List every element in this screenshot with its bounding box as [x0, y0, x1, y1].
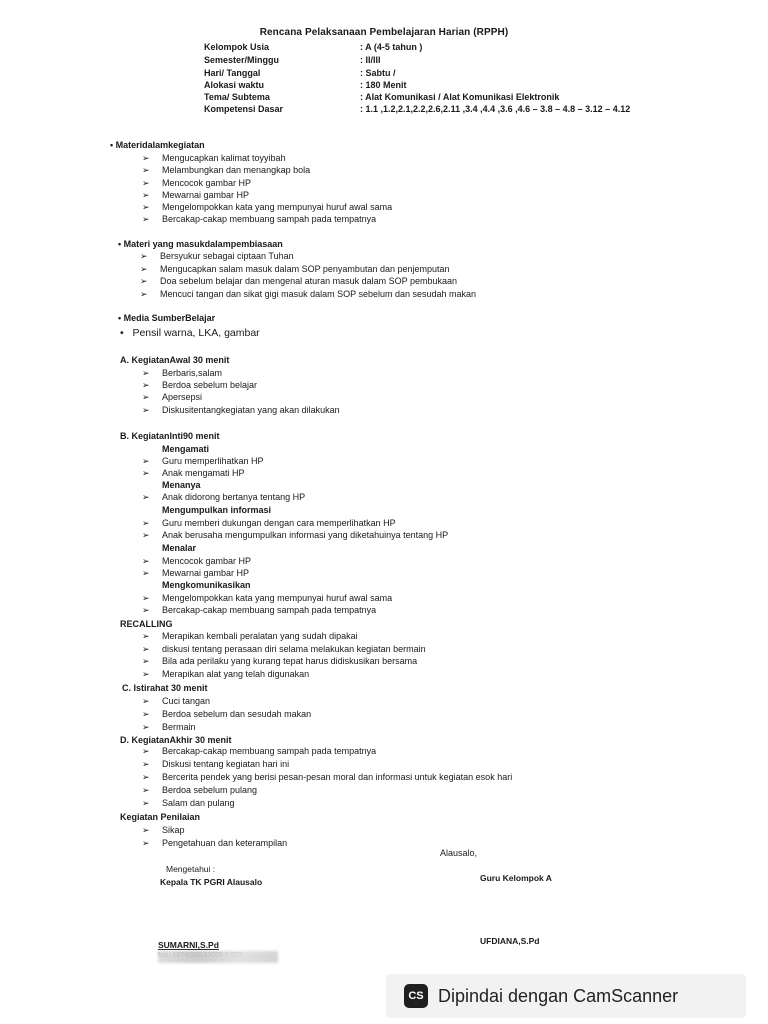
kepala-title: Kepala TK PGRI Alausalo [160, 877, 263, 887]
arrow-bullet-icon: ➢ [142, 696, 150, 706]
list-item: • Pensil warna, LKA, gambar [120, 327, 260, 339]
list-item: ➢ Berdoa sebelum pulang [142, 785, 258, 795]
list-item: ➢ Bermain [142, 722, 196, 732]
document-title: Rencana Pelaksanaan Pembelajaran Harian (RPPH) [259, 27, 509, 38]
list-item: ➢ Merapikan kembali peralatan yang sudah dipakai [142, 631, 358, 641]
meta-value: : II/III [360, 55, 381, 65]
list-item: ➢ Guru memperlihatkan HP [142, 456, 264, 466]
subheading-menanya: Menanya [162, 480, 201, 490]
arrow-bullet-icon: ➢ [142, 530, 150, 540]
arrow-bullet-icon: ➢ [140, 264, 148, 274]
list-item: ➢ Diskusi tentang kegiatan hari ini [142, 759, 290, 769]
arrow-bullet-icon: ➢ [142, 456, 150, 466]
arrow-bullet-icon: ➢ [142, 746, 150, 756]
arrow-bullet-icon: ➢ [142, 178, 150, 188]
list-item: ➢ Mencocok gambar HP [142, 178, 252, 188]
meta-key: Kelompok Usia [204, 42, 270, 52]
arrow-bullet-icon: ➢ [142, 568, 150, 578]
arrow-bullet-icon: ➢ [142, 722, 150, 732]
section-heading-kegiatan-akhir: D. KegiatanAkhir 30 menit [120, 735, 232, 745]
arrow-bullet-icon: ➢ [140, 276, 148, 286]
arrow-bullet-icon: ➢ [142, 825, 150, 835]
list-item: ➢ Berdoa sebelum dan sesudah makan [142, 709, 312, 719]
list-item: ➢ Mewarnai gambar HP [142, 568, 250, 578]
arrow-bullet-icon: ➢ [142, 380, 150, 390]
camscanner-text: Dipindai dengan CamScanner [438, 986, 679, 1006]
list-item: ➢ Mewarnai gambar HP [142, 190, 250, 200]
kepala-name: SUMARNI,S.Pd [158, 940, 219, 950]
arrow-bullet-icon: ➢ [142, 190, 150, 200]
arrow-bullet-icon: ➢ [142, 492, 150, 502]
list-item: ➢ Bercakap-cakap membuang sampah pada tempatnya [142, 214, 377, 224]
arrow-bullet-icon: ➢ [142, 644, 150, 654]
arrow-bullet-icon: ➢ [142, 631, 150, 641]
arrow-bullet-icon: ➢ [142, 785, 150, 795]
meta-value: : 180 Menit [360, 80, 407, 90]
subheading-mengumpulkan: Mengumpulkan informasi [162, 505, 272, 515]
arrow-bullet-icon: ➢ [142, 772, 150, 782]
list-item: ➢ Mengelompokkan kata yang mempunyai huruf awal sama [142, 593, 393, 603]
subheading-mengkomunikasikan: Mengkomunikasikan [162, 580, 251, 590]
list-item: ➢ Mengelompokkan kata yang mempunyai huruf awal sama [142, 202, 393, 212]
subheading-mengamati: Mengamati [162, 444, 210, 454]
meta-key: Tema/ Subtema [204, 92, 270, 102]
list-item: ➢ Pengetahuan dan keterampilan [142, 838, 288, 848]
list-item: ➢ Sikap [142, 825, 185, 835]
list-item: ➢ Mengucapkan kalimat toyyibah [142, 153, 286, 163]
list-item: ➢ Anak mengamati HP [142, 468, 245, 478]
mengetahui-label: Mengetahui : [166, 864, 216, 874]
arrow-bullet-icon: ➢ [142, 368, 150, 378]
meta-key: Alokasi waktu [204, 80, 265, 90]
arrow-bullet-icon: ➢ [142, 759, 150, 769]
arrow-bullet-icon: ➢ [142, 556, 150, 566]
arrow-bullet-icon: ➢ [142, 798, 150, 808]
list-item: ➢ Guru memberi dukungan dengan cara memperlihatkan HP [142, 518, 396, 528]
section-heading-materi-kegiatan: • Materidalamkegiatan [110, 140, 205, 150]
list-item: ➢ Doa sebelum belajar dan mengenal aturan masuk dalam SOP pembukaan [140, 276, 458, 286]
list-item: ➢ Bercerita pendek yang berisi pesan-pesan moral dan informasi untuk kegiatan esok hari [142, 772, 513, 782]
arrow-bullet-icon: ➢ [142, 392, 150, 402]
arrow-bullet-icon: ➢ [142, 214, 150, 224]
list-item: ➢ Bercakap-cakap membuang sampah pada tempatnya [142, 605, 377, 615]
arrow-bullet-icon: ➢ [142, 593, 150, 603]
section-heading-recalling: RECALLING [120, 619, 173, 629]
list-item: ➢ Mengucapkan salam masuk dalam SOP penyambutan dan penjemputan [140, 264, 450, 274]
list-item: ➢ diskusi tentang perasaan diri selama melakukan kegiatan bermain [142, 644, 426, 654]
section-heading-kegiatan-awal: A. KegiatanAwal 30 menit [120, 355, 230, 365]
arrow-bullet-icon: ➢ [142, 165, 150, 175]
list-item: ➢ Salam dan pulang [142, 798, 235, 808]
section-heading-media: • Media SumberBelajar [118, 313, 216, 323]
list-item: ➢ Anak didorong bertanya tentang HP [142, 492, 306, 502]
meta-value: : 1.1 ,1.2,2.1,2.2,2.6,2.11 ,3.4 ,4.4 ,3.6 ,4.6 – 3.8 – 4.8 – 3.12 – 4.12 [360, 104, 631, 114]
section-heading-penilaian: Kegiatan Penilaian [120, 812, 201, 822]
arrow-bullet-icon: ➢ [142, 656, 150, 666]
meta-value: : Alat Komunikasi / Alat Komunikasi Elektronik [360, 92, 560, 102]
camscanner-logo-icon: CS [404, 984, 428, 1008]
list-item: ➢ Diskusitentangkegiatan yang akan dilakukan [142, 405, 340, 415]
list-item: ➢ Apersepsi [142, 392, 203, 402]
list-item: ➢ Berbaris,salam [142, 368, 223, 378]
arrow-bullet-icon: ➢ [142, 669, 150, 679]
redaction-blur [158, 951, 278, 963]
list-item: ➢ Mencocok gambar HP [142, 556, 252, 566]
list-item: ➢ Anak berusaha mengumpulkan informasi yang diketahuinya tentang HP [142, 530, 449, 540]
arrow-bullet-icon: ➢ [140, 251, 148, 261]
arrow-bullet-icon: ➢ [142, 605, 150, 615]
arrow-bullet-icon: ➢ [142, 709, 150, 719]
signature-place: Alausalo, [440, 848, 478, 858]
arrow-bullet-icon: ➢ [140, 289, 148, 299]
list-item: ➢ Melambungkan dan menangkap bola [142, 165, 311, 175]
guru-title: Guru Kelompok A [480, 873, 552, 883]
meta-value: : A (4-5 tahun ) [360, 42, 423, 52]
section-heading-istirahat: C. Istirahat 30 menit [122, 683, 208, 693]
subheading-menalar: Menalar [162, 543, 197, 553]
section-heading-materi-pembiasaan: • Materi yang masukdalampembiasaan [118, 239, 283, 249]
arrow-bullet-icon: ➢ [142, 468, 150, 478]
list-item: ➢ Cuci tangan [142, 696, 211, 706]
meta-key: Semester/Minggu [204, 55, 280, 65]
meta-key: Hari/ Tanggal [204, 68, 261, 78]
camscanner-watermark [386, 974, 746, 1018]
arrow-bullet-icon: ➢ [142, 405, 150, 415]
arrow-bullet-icon: ➢ [142, 838, 150, 848]
list-item: ➢ Mencuci tangan dan sikat gigi masuk dalam SOP sebelum dan sesudah makan [140, 289, 477, 299]
arrow-bullet-icon: ➢ [142, 153, 150, 163]
arrow-bullet-icon: ➢ [142, 518, 150, 528]
meta-value: : Sabtu / [360, 68, 396, 78]
section-heading-kegiatan-inti: B. KegiatanInti90 menit [120, 431, 220, 441]
guru-name: UFDIANA,S.Pd [480, 936, 540, 946]
list-item: ➢ Bersyukur sebagai ciptaan Tuhan [140, 251, 294, 261]
meta-key: Kompetensi Dasar [204, 104, 284, 114]
list-item: ➢ Bercakap-cakap membuang sampah pada tempatnya [142, 746, 377, 756]
list-item: ➢ Bila ada perilaku yang kurang tepat harus didiskusikan bersama [142, 656, 418, 666]
list-item: ➢ Merapikan alat yang telah digunakan [142, 669, 310, 679]
list-item: ➢ Berdoa sebelum belajar [142, 380, 258, 390]
arrow-bullet-icon: ➢ [142, 202, 150, 212]
dot-bullet-icon: • [120, 327, 133, 339]
